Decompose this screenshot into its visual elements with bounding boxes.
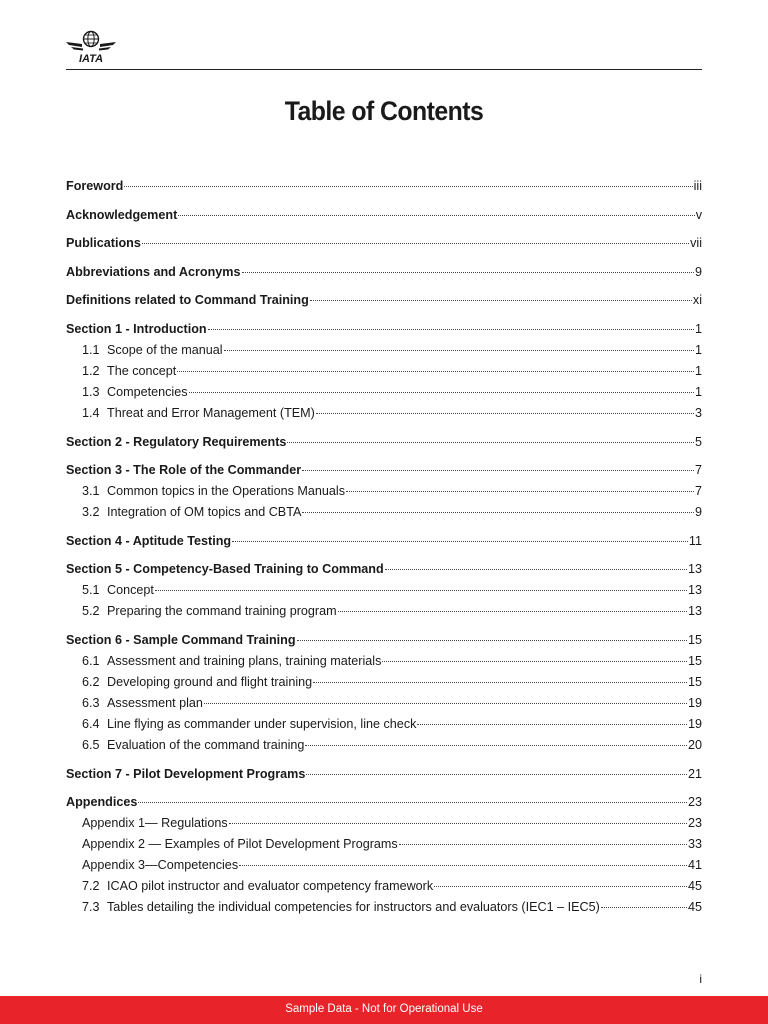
toc-entry[interactable] <box>66 382 702 403</box>
toc-entry[interactable] <box>66 205 702 226</box>
toc-entry-page: vii <box>690 236 702 251</box>
toc-entry-page: 19 <box>687 716 702 731</box>
toc-entry-title: Threat and Error Management (TEM) <box>107 405 315 420</box>
toc-entry-label <box>82 580 154 601</box>
toc-entry-label <box>82 361 176 382</box>
toc-entry[interactable] <box>66 262 702 283</box>
toc-entry-label <box>82 382 188 403</box>
toc-entry-page: 13 <box>687 604 702 619</box>
toc-entry-title: Definitions related to Command Training <box>66 293 309 308</box>
toc-entry-number: 6.4 <box>82 716 100 731</box>
dot-leader <box>232 541 688 542</box>
footer-text: Sample Data - Not for Operational Use <box>285 1003 483 1015</box>
toc-entry[interactable] <box>66 601 702 622</box>
toc-entry[interactable] <box>66 460 702 481</box>
toc-entry-page: 7 <box>694 463 702 478</box>
dot-leader <box>287 442 694 443</box>
toc-entry-title: Appendix 1— Regulations <box>82 816 228 831</box>
dot-leader <box>313 682 687 683</box>
toc-entry[interactable] <box>66 834 702 855</box>
toc-entry-label <box>66 319 207 340</box>
toc-entry[interactable] <box>66 361 702 382</box>
toc-entry[interactable] <box>66 233 702 254</box>
toc-entry-page: 11 <box>688 533 702 548</box>
toc-entry-title: Preparing the command training program <box>107 604 337 619</box>
toc-entry-page: 13 <box>687 562 702 577</box>
toc-entry[interactable] <box>66 559 702 580</box>
toc-entry-title: Developing ground and flight training <box>107 674 313 689</box>
toc-entry-title: Appendix 3—Competencies <box>82 858 239 873</box>
toc-entry-page: 41 <box>687 858 702 873</box>
toc-entry-page: 21 <box>687 766 702 781</box>
toc-entry[interactable] <box>66 432 702 453</box>
dot-leader <box>310 300 692 301</box>
toc-entry[interactable] <box>66 735 702 756</box>
page-title: Table of Contents <box>284 96 484 126</box>
toc-entry-title: Integration of OM topics and CBTA <box>107 505 302 520</box>
toc-entry[interactable] <box>66 714 702 735</box>
toc-entry[interactable] <box>66 481 702 502</box>
dot-leader <box>601 907 687 908</box>
toc-entry-title: Appendix 2 — Examples of Pilot Development Programs <box>82 837 398 852</box>
toc-entry[interactable] <box>66 693 702 714</box>
toc-entry[interactable] <box>66 340 702 361</box>
dot-leader <box>142 243 689 244</box>
toc-entry-label <box>82 714 416 735</box>
toc-entry-number: 6.3 <box>82 695 100 710</box>
toc-entry-label <box>82 834 398 855</box>
toc-entry-title: ICAO pilot instructor and evaluator competency framework <box>107 879 434 894</box>
toc-entry-label <box>66 233 141 254</box>
toc-entry-page: 1 <box>694 384 702 399</box>
toc-entry-label <box>82 403 315 424</box>
toc-entry-page: 15 <box>687 632 702 647</box>
dot-leader <box>229 823 687 824</box>
toc-entry[interactable] <box>66 319 702 340</box>
dot-leader <box>302 470 694 471</box>
dot-leader <box>297 640 687 641</box>
toc-entry-title: Foreword <box>66 179 124 193</box>
toc-entry[interactable] <box>66 290 702 311</box>
dot-leader <box>124 186 692 187</box>
dot-leader <box>338 611 687 612</box>
toc-entry-page: 20 <box>687 737 702 752</box>
toc-entry[interactable] <box>66 764 702 785</box>
toc-entry-label <box>82 481 345 502</box>
toc-entry-page: 19 <box>687 695 702 710</box>
toc-entry-number: 3.2 <box>82 505 100 520</box>
toc-entry-title: Publications <box>66 236 141 251</box>
toc-entry-title: Acknowledgement <box>66 207 178 222</box>
toc-entry-label <box>82 876 433 897</box>
toc-entry-number: 1.3 <box>82 384 100 399</box>
toc-entry-title: Assessment and training plans, training materials <box>107 653 382 668</box>
dot-leader <box>208 329 694 330</box>
toc-entry-number: 6.2 <box>82 674 100 689</box>
toc-entry-label <box>66 290 309 311</box>
toc-entry-label <box>82 502 301 523</box>
toc-entry-label <box>82 340 223 361</box>
page-number: i <box>699 972 702 986</box>
toc-entry-number: 1.1 <box>82 342 100 357</box>
footer-banner <box>0 996 768 1024</box>
header-rule <box>66 69 702 70</box>
dot-leader <box>399 844 687 845</box>
toc-entry-label <box>82 651 381 672</box>
toc-entry[interactable] <box>66 403 702 424</box>
toc-entry-page: iii <box>693 179 702 193</box>
toc-entry-page: 5 <box>694 434 702 449</box>
toc-entry-number: 5.1 <box>82 583 100 598</box>
dot-leader <box>177 371 694 372</box>
toc-entry-number: 1.4 <box>82 405 100 420</box>
dot-leader <box>224 350 694 351</box>
toc-entry-label <box>66 205 177 226</box>
dot-leader <box>346 491 694 492</box>
toc-entry-page: 15 <box>687 674 702 689</box>
toc-entry[interactable] <box>66 897 702 918</box>
toc-entry-title: Tables detailing the individual competencies for instructors and evaluators (IEC1 – IEC5) <box>107 900 600 915</box>
dot-leader <box>306 774 687 775</box>
toc-entry-title: Concept <box>107 583 154 598</box>
toc-entry[interactable] <box>66 630 702 651</box>
toc-entry-number: 3.1 <box>82 484 100 499</box>
dot-leader <box>138 802 687 803</box>
toc-entry-title: Appendices <box>66 795 138 810</box>
logo-wordmark: IATA <box>78 53 104 64</box>
toc-entry-label <box>82 897 600 918</box>
toc-entry-label <box>66 262 241 283</box>
toc-entry-label <box>66 432 286 453</box>
toc-entry-label <box>66 531 231 552</box>
dot-leader <box>305 745 687 746</box>
toc-entry-page: 9 <box>694 264 702 279</box>
dot-leader <box>155 590 687 591</box>
toc-entry[interactable] <box>66 651 702 672</box>
toc-entry-title: The concept <box>107 363 177 378</box>
toc-entry[interactable] <box>66 672 702 693</box>
toc-entry-page: 1 <box>694 342 702 357</box>
toc-entry-title: Section 4 - Aptitude Testing <box>66 533 232 548</box>
toc-entry-label <box>66 792 137 813</box>
dot-leader <box>316 413 694 414</box>
dot-leader <box>382 661 687 662</box>
toc-entry-page: 3 <box>694 405 702 420</box>
toc-entry-label <box>82 601 337 622</box>
toc-entry-page: 13 <box>687 583 702 598</box>
table-of-contents <box>66 176 702 918</box>
toc-entry-title: Section 2 - Regulatory Requirements <box>66 434 287 449</box>
toc-entry[interactable] <box>66 502 702 523</box>
toc-entry-page: 23 <box>687 816 702 831</box>
toc-entry-page: 1 <box>694 321 702 336</box>
toc-entry-label <box>82 693 203 714</box>
toc-entry-label <box>66 559 384 580</box>
toc-entry-page: 7 <box>694 484 702 499</box>
toc-entry-page: v <box>695 207 702 222</box>
toc-entry-label <box>82 735 304 756</box>
toc-entry-label <box>66 176 123 197</box>
toc-entry-page: 45 <box>687 900 702 915</box>
toc-entry-page: 15 <box>687 653 702 668</box>
iata-logo <box>66 30 116 64</box>
toc-entry-number: 6.5 <box>82 737 100 752</box>
toc-entry-title: Section 6 - Sample Command Training <box>66 632 296 647</box>
dot-leader <box>189 392 694 393</box>
toc-entry[interactable] <box>66 176 702 197</box>
toc-entry-title: Line flying as commander under supervision, line check <box>107 716 417 731</box>
toc-entry-title: Competencies <box>107 384 188 399</box>
toc-entry-label <box>82 855 238 876</box>
dot-leader <box>302 512 694 513</box>
toc-entry-label <box>66 764 305 785</box>
toc-entry-title: Section 7 - Pilot Development Programs <box>66 766 306 781</box>
toc-entry[interactable] <box>66 855 702 876</box>
toc-entry-title: Evaluation of the command training <box>107 737 305 752</box>
toc-entry-page: 33 <box>687 837 702 852</box>
toc-entry-page: 45 <box>687 879 702 894</box>
dot-leader <box>239 865 687 866</box>
toc-entry-title: Assessment plan <box>107 695 203 710</box>
toc-entry-title: Abbreviations and Acronyms <box>66 264 241 279</box>
toc-entry-page: 23 <box>687 795 702 810</box>
toc-entry-page: 9 <box>694 505 702 520</box>
toc-entry[interactable] <box>66 580 702 601</box>
toc-entry-title: Section 1 - Introduction <box>66 321 207 336</box>
dot-leader <box>385 569 687 570</box>
toc-entry-page: 1 <box>694 363 702 378</box>
toc-entry-label <box>82 672 312 693</box>
toc-entry-label <box>66 460 301 481</box>
toc-entry[interactable] <box>66 876 702 897</box>
toc-entry-number: 7.2 <box>82 879 100 894</box>
toc-entry-number: 5.2 <box>82 604 100 619</box>
toc-entry-title: Common topics in the Operations Manuals <box>107 484 345 499</box>
dot-leader <box>434 886 687 887</box>
toc-entry-title: Scope of the manual <box>107 342 223 357</box>
toc-entry[interactable] <box>66 813 702 834</box>
toc-entry[interactable] <box>66 792 702 813</box>
toc-entry-label <box>82 813 228 834</box>
toc-entry-number: 6.1 <box>82 653 100 668</box>
toc-entry-number: 1.2 <box>82 363 100 378</box>
toc-entry-page: xi <box>692 293 702 308</box>
dot-leader <box>242 272 694 273</box>
toc-entry-title: Section 3 - The Role of the Commander <box>66 463 302 478</box>
dot-leader <box>417 724 687 725</box>
toc-entry-number: 7.3 <box>82 900 100 915</box>
toc-entry[interactable] <box>66 531 702 552</box>
toc-entry-title: Section 5 - Competency-Based Training to Command <box>66 562 384 577</box>
dot-leader <box>204 703 687 704</box>
dot-leader <box>178 215 694 216</box>
toc-entry-label <box>66 630 296 651</box>
